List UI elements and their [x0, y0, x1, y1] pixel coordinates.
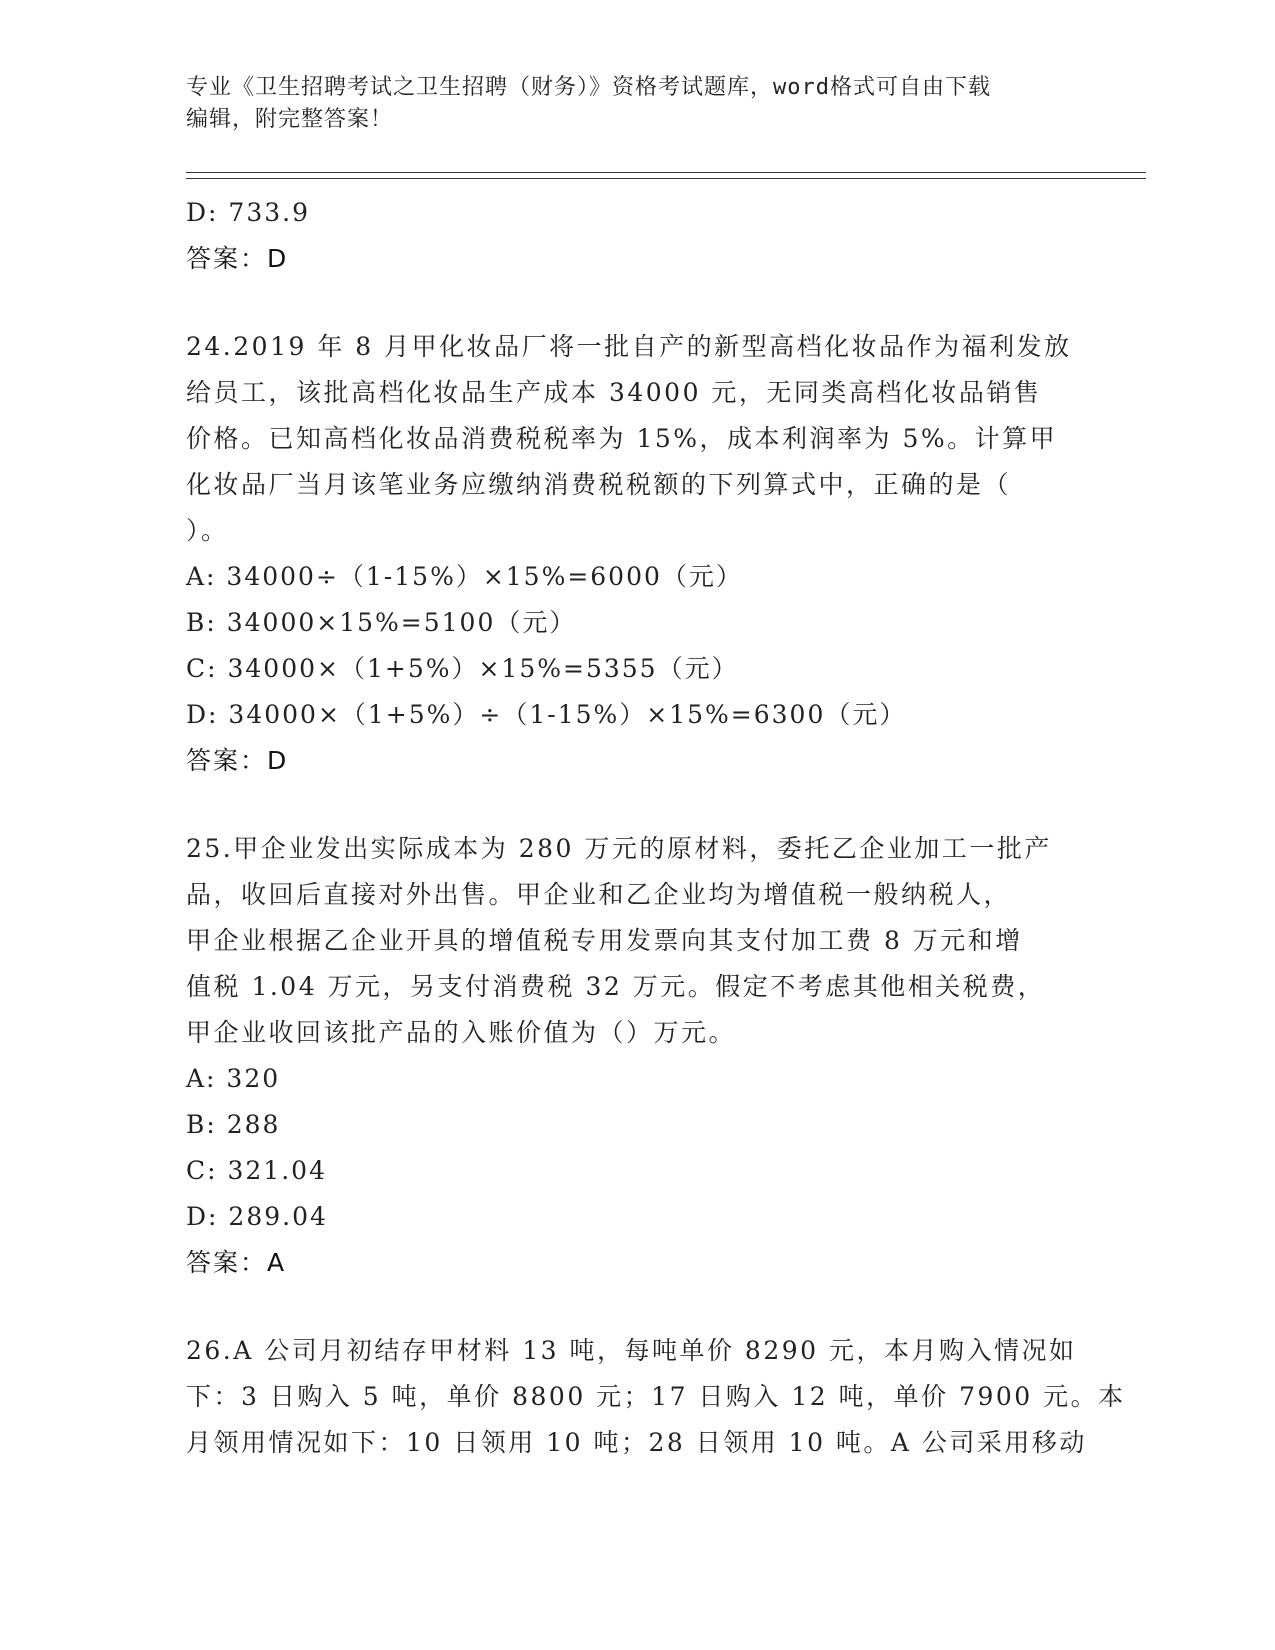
option-d: D: 289.04 — [186, 1202, 328, 1231]
answer-line: 答案：D — [186, 746, 289, 775]
header-divider-bottom — [186, 178, 1146, 179]
question-text-line: 25.甲企业发出实际成本为 280 万元的原材料，委托乙企业加工一批产 — [186, 834, 1052, 863]
question-26 — [186, 1328, 1126, 1466]
question-text-line: 给员工，该批高档化妆品生产成本 34000 元，无同类高档化妆品销售 — [186, 378, 1042, 407]
option-a: A: 320 — [186, 1064, 281, 1093]
answer-line: 答案：D — [186, 244, 289, 273]
option-b: B: 34000×15%=5100（元） — [186, 608, 577, 637]
header-divider-top — [186, 172, 1146, 173]
content-body — [186, 190, 1126, 1466]
question-text-line: 化妆品厂当月该笔业务应缴纳消费税税额的下列算式中，正确的是（ — [186, 470, 1012, 499]
question-text-line: 甲企业根据乙企业开具的增值税专用发票向其支付加工费 8 万元和增 — [186, 926, 1023, 955]
page-header — [186, 72, 1086, 136]
answer-line: 答案：A — [186, 1248, 287, 1277]
option-d: D: 34000×（1+5%）÷（1-15%）×15%=6300（元） — [186, 700, 907, 729]
question-text-line: ）。 — [186, 516, 229, 545]
header-line-1: 专业《卫生招聘考试之卫生招聘（财务）》资格考试题库，word格式可自由下载 — [186, 75, 991, 100]
option-d: D: 733.9 — [186, 198, 310, 227]
question-text-line: 26.A 公司月初结存甲材料 13 吨，每吨单价 8290 元，本月购入情况如 — [186, 1336, 1077, 1365]
question-text-line: 24.2019 年 8 月甲化妆品厂将一批自产的新型高档化妆品作为福利发放 — [186, 332, 1072, 361]
prev-question-tail — [186, 190, 1086, 282]
header-line-2: 编辑，附完整答案！ — [186, 107, 394, 132]
option-a: A: 34000÷（1-15%）×15%=6000（元） — [186, 562, 743, 591]
question-24 — [186, 324, 1086, 784]
option-c: C: 321.04 — [186, 1156, 327, 1185]
question-text-line: 月领用情况如下：10 日领用 10 吨；28 日领用 10 吨。A 公司采用移动 — [186, 1428, 1087, 1457]
question-text-line: 下：3 日购入 5 吨，单价 8800 元；17 日购入 12 吨，单价 7900 元。本 — [186, 1382, 1126, 1411]
question-text-line: 甲企业收回该批产品的入账价值为（）万元。 — [186, 1018, 737, 1047]
option-b: B: 288 — [186, 1110, 281, 1139]
question-text-line: 值税 1.04 万元，另支付消费税 32 万元。假定不考虑其他相关税费， — [186, 972, 1046, 1001]
question-text-line: 价格。已知高档化妆品消费税税率为 15%，成本利润率为 5%。计算甲 — [186, 424, 1058, 453]
option-c: C: 34000×（1+5%）×15%=5355（元） — [186, 654, 739, 683]
question-text-line: 品，收回后直接对外出售。甲企业和乙企业均为增值税一般纳税人， — [186, 880, 1012, 909]
question-25 — [186, 826, 1086, 1286]
